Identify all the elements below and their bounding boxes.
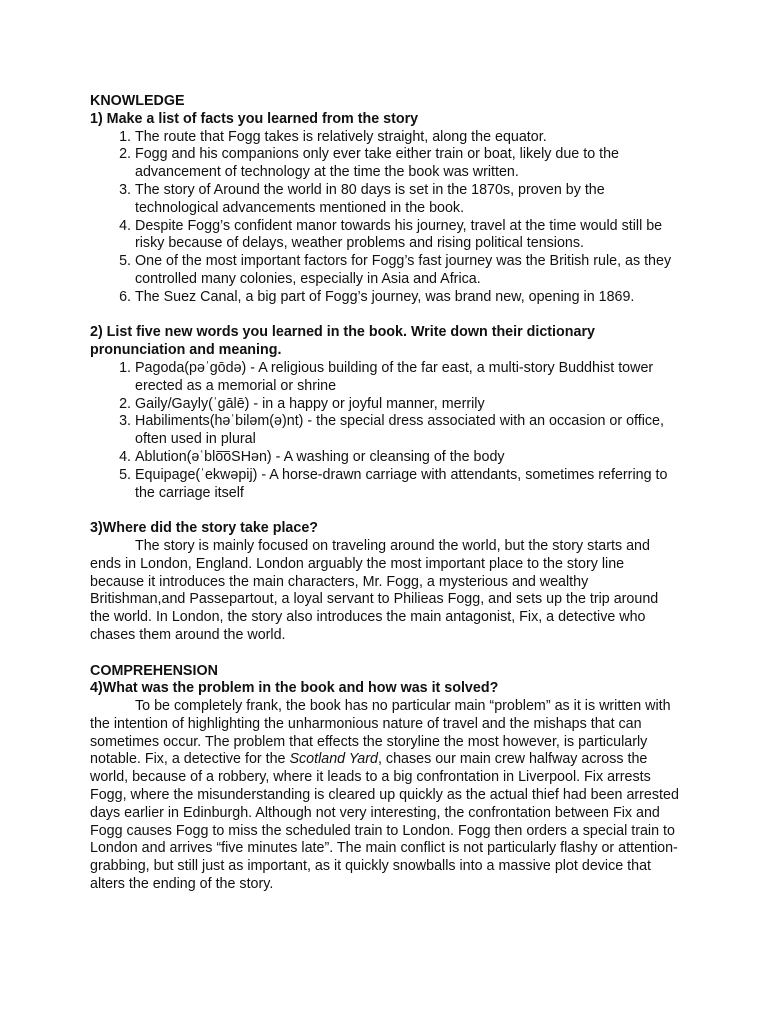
fact-item: 2. Fogg and his companions only ever take either train or boat, likely due to the advancement of technology at the time the book was written. (135, 146, 680, 182)
spacer (90, 502, 680, 520)
answer-4-italic-term: Scotland Yard (289, 751, 378, 768)
word-item: 2. Gaily/Gayly(ˈgālē) - in a happy or joyful manner, merrily (135, 396, 680, 414)
fact-item: 3. The story of Around the world in 80 days is set in the 1870s, proven by the technological advancements mentioned in the book. (135, 182, 680, 218)
answer-3: The story is mainly focused on traveling around the world, but the story starts and ends in London, England. London arguably the most important place to the story line because it introduces the main characters, Mr. Fogg, a mysterious and wealthy Britishman,and Passepartout, a loyal servant to Philieas Fogg, and sets up the trip around the world. In London, the story also introduces the main antagonist, Fix, a detective who chases them around the world. (90, 537, 659, 643)
answer-4-part-2: , chases our main crew halfway across the world, because of a robbery, where it leads to a big confrontation in Liverpool. Fix arrests Fogg, where the misunderstanding is cleared up quickly as the actual thief had been arrested days earlier in Edinburgh. Although not very interesting, the confrontation between Fix and Fogg causes Fogg to miss the scheduled train to London. Fogg then orders a special train to London and arrives “five minutes late”. The main conflict is not particularly flashy or attention-grabbing, but still just as important, as it quickly snowballs into a massive plot device that alters the ending of the story. (90, 751, 679, 893)
words-list (90, 360, 680, 502)
answer-4 (90, 698, 680, 894)
question-3: 3)Where did the story take place? (90, 520, 319, 537)
facts-list (90, 129, 680, 307)
section-heading-comprehension: COMPREHENSION (90, 662, 218, 679)
spacer (90, 307, 680, 325)
word-item: 3. Habiliments(həˈbiləm(ə)nt) - the special dress associated with an occasion or office, often used in plural (135, 413, 680, 449)
section-heading-knowledge: KNOWLEDGE (90, 93, 185, 109)
fact-item: 5. One of the most important factors for Fogg’s fast journey was the British rule, as they controlled many colonies, especially in Asia and Africa. (135, 253, 680, 289)
question-2: 2) List five new words you learned in the book. Write down their dictionary pronunciation and meaning. (90, 324, 595, 359)
question-1: 1) Make a list of facts you learned from the story (90, 110, 419, 127)
word-item: 5. Equipage(ˈekwəpij) - A horse-drawn carriage with attendants, sometimes referring to the carriage itself (135, 467, 680, 503)
word-item: 4. Ablution(əˈblo͞oSHən) - A washing or cleansing of the body (135, 449, 680, 467)
spacer (90, 645, 680, 663)
answer-4-part-1: To be completely frank, the book has no particular main “problem” as it is written with the intention of highlighting the unharmonious nature of travel and the mishaps that can sometimes occur. The problem that effects the storyline the most however, is particularly notable. Fix, a detective for the (90, 698, 671, 768)
word-item: 1. Pagoda(pəˈgōdə) - A religious building of the far east, a multi-story Buddhist tower erected as a memorial or shrine (135, 360, 680, 396)
question-4: 4)What was the problem in the book and how was it solved? (90, 680, 499, 697)
fact-item: 1. The route that Fogg takes is relatively straight, along the equator. (135, 129, 680, 147)
document-page (90, 93, 680, 894)
fact-item: 6. The Suez Canal, a big part of Fogg’s journey, was brand new, opening in 1869. (135, 289, 680, 307)
fact-item: 4. Despite Fogg’s confident manor towards his journey, travel at the time would still be risky because of delays, weather problems and rising political tensions. (135, 218, 680, 254)
